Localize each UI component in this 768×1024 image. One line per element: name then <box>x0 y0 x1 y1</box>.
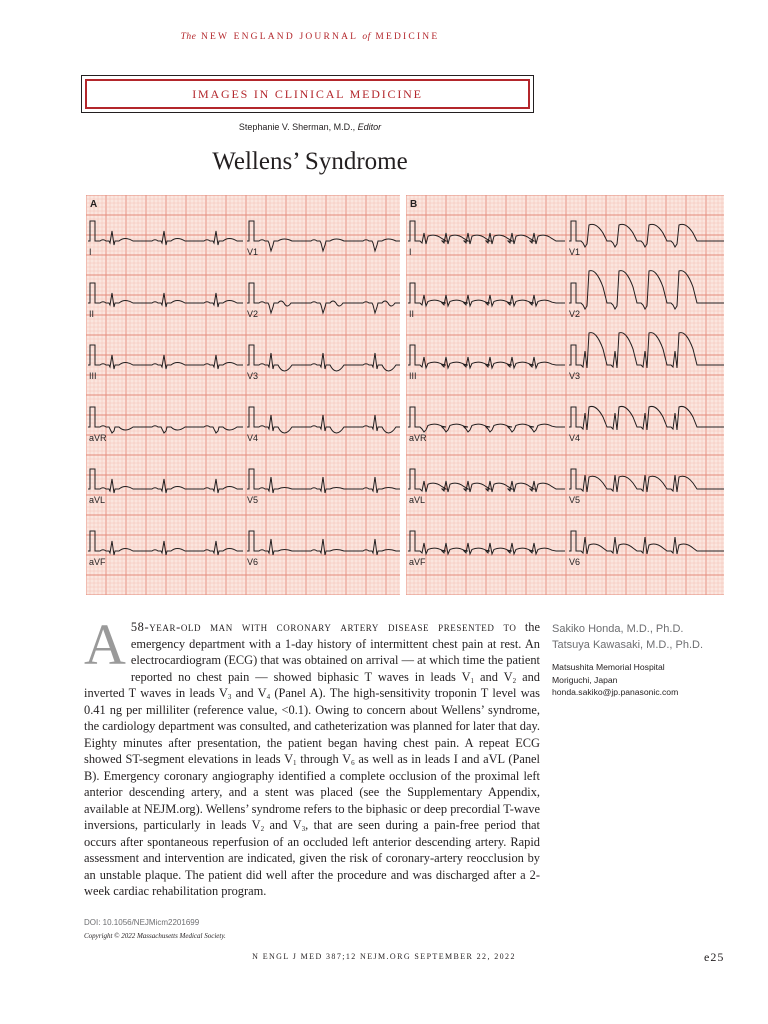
ecg-grid <box>86 195 400 595</box>
author-name: Tatsuya Kawasaki, M.D., Ph.D. <box>552 639 703 651</box>
affiliation <box>552 661 752 699</box>
journal-running-head: The NEW ENGLAND JOURNAL of MEDICINE <box>180 32 440 42</box>
copyright: Copyright © 2022 Massachusetts Medical Society. <box>84 932 226 940</box>
section-header-box <box>81 75 534 113</box>
lead-label-aVL: aVL <box>89 495 106 505</box>
ecg-panel-a <box>86 195 400 595</box>
editor-role: Editor <box>357 122 382 132</box>
lead-label-I: I <box>409 247 412 257</box>
ecg-panel-a-figure <box>86 195 400 595</box>
lead-label-aVL: aVL <box>409 495 426 505</box>
lead-label-II: II <box>409 309 415 319</box>
lead-label-V5: V5 <box>569 495 581 505</box>
lead-label-I: I <box>89 247 92 257</box>
institution: Matsushita Memorial Hospital <box>552 662 665 672</box>
location: Moriguchi, Japan <box>552 674 618 685</box>
lead-label-V4: V4 <box>569 433 581 443</box>
lead-label-V1: V1 <box>247 247 259 257</box>
editor-line <box>0 122 620 132</box>
lead-label-aVF: aVF <box>89 557 106 567</box>
page-footer-citation: N ENGL J MED 387;12 NEJM.ORG SEPTEMBER 22, 2022 <box>252 952 516 961</box>
author-name: Sakiko Honda, M.D., Ph.D. <box>552 623 684 635</box>
page-number: e25 <box>704 950 725 964</box>
panel-label: B <box>410 199 418 210</box>
article-title: Wellens’ Syndrome <box>212 148 408 175</box>
lead-label-V6: V6 <box>247 557 259 567</box>
lead-label-V5: V5 <box>247 495 259 505</box>
section-label: IMAGES IN CLINICAL MEDICINE <box>85 79 530 109</box>
ecg-panel-b <box>406 195 724 595</box>
lead-label-II: II <box>89 309 95 319</box>
lead-label-V3: V3 <box>569 371 581 381</box>
lead-label-V2: V2 <box>569 309 581 319</box>
article-body: A 58-year-old man with coronary artery disease presented to the emergency department with a 1-day history of intermittent chest pain at rest. An electrocardiogram (ECG) that was obtained on arrival — at which time the patient reported no chest pain — showed biphasic T waves in leads $V_1$ and $V_2$ and inverted T waves in leads $V_3$ and $V_4$ (Panel A). The high-sensitivity troponin T level was 0.41 ng per milliliter (reference value, <0.1). Owing to concern about Wellens’ syndrome, the cardiology department was consulted, and catheterization was planned for later that day. Eighty minutes after presentation, the patient began having chest pain. A repeat ECG showed ST-segment elevations in leads $V_1$ through $V_6$ as well as in leads I and aVL (Panel B). Emergency coronary angiography identified a complete occlusion of the proximal left anterior descending artery, and a stent was placed (see the Supplementary Appendix, available at NEJM.org). Wellens’ syndrome refers to the biphasic or deep precordial T-wave inversions, particularly in leads $V_2$ and $V_3$, that are seen during a pain-free period that occurs after spontaneous reperfusion of an occluded left anterior descending artery. Rapid assessment and intervention are indicated, given the risk of coronary-artery reocclusion by an unstable plaque. The patient did well after the procedure and was discharged after a 2-week cardiac rehabilitation program. <box>84 612 540 898</box>
lead-words: 58-year-old man with coronary artery disease presented to <box>130 620 517 634</box>
lead-label-aVR: aVR <box>89 433 107 443</box>
doi[interactable]: DOI: 10.1056/NEJMicm2201699 <box>84 918 200 927</box>
author-email[interactable]: honda.sakiko@jp.panasonic.com <box>552 687 679 697</box>
lead-label-V6: V6 <box>569 557 581 567</box>
editor-name: Stephanie V. Sherman, M.D., <box>238 122 356 132</box>
panel-label: A <box>90 199 98 210</box>
lead-label-aVR: aVR <box>409 433 427 443</box>
lead-label-III: III <box>409 371 417 381</box>
drop-cap: A <box>84 612 126 677</box>
lead-label-V4: V4 <box>247 433 259 443</box>
lead-label-aVF: aVF <box>409 557 426 567</box>
ecg-grid <box>406 195 724 595</box>
lead-label-V1: V1 <box>569 247 581 257</box>
lead-label-III: III <box>89 371 97 381</box>
lead-label-V3: V3 <box>247 371 259 381</box>
lead-label-V2: V2 <box>247 309 259 319</box>
author-block <box>552 621 752 699</box>
ecg-panel-b-figure <box>406 195 724 595</box>
